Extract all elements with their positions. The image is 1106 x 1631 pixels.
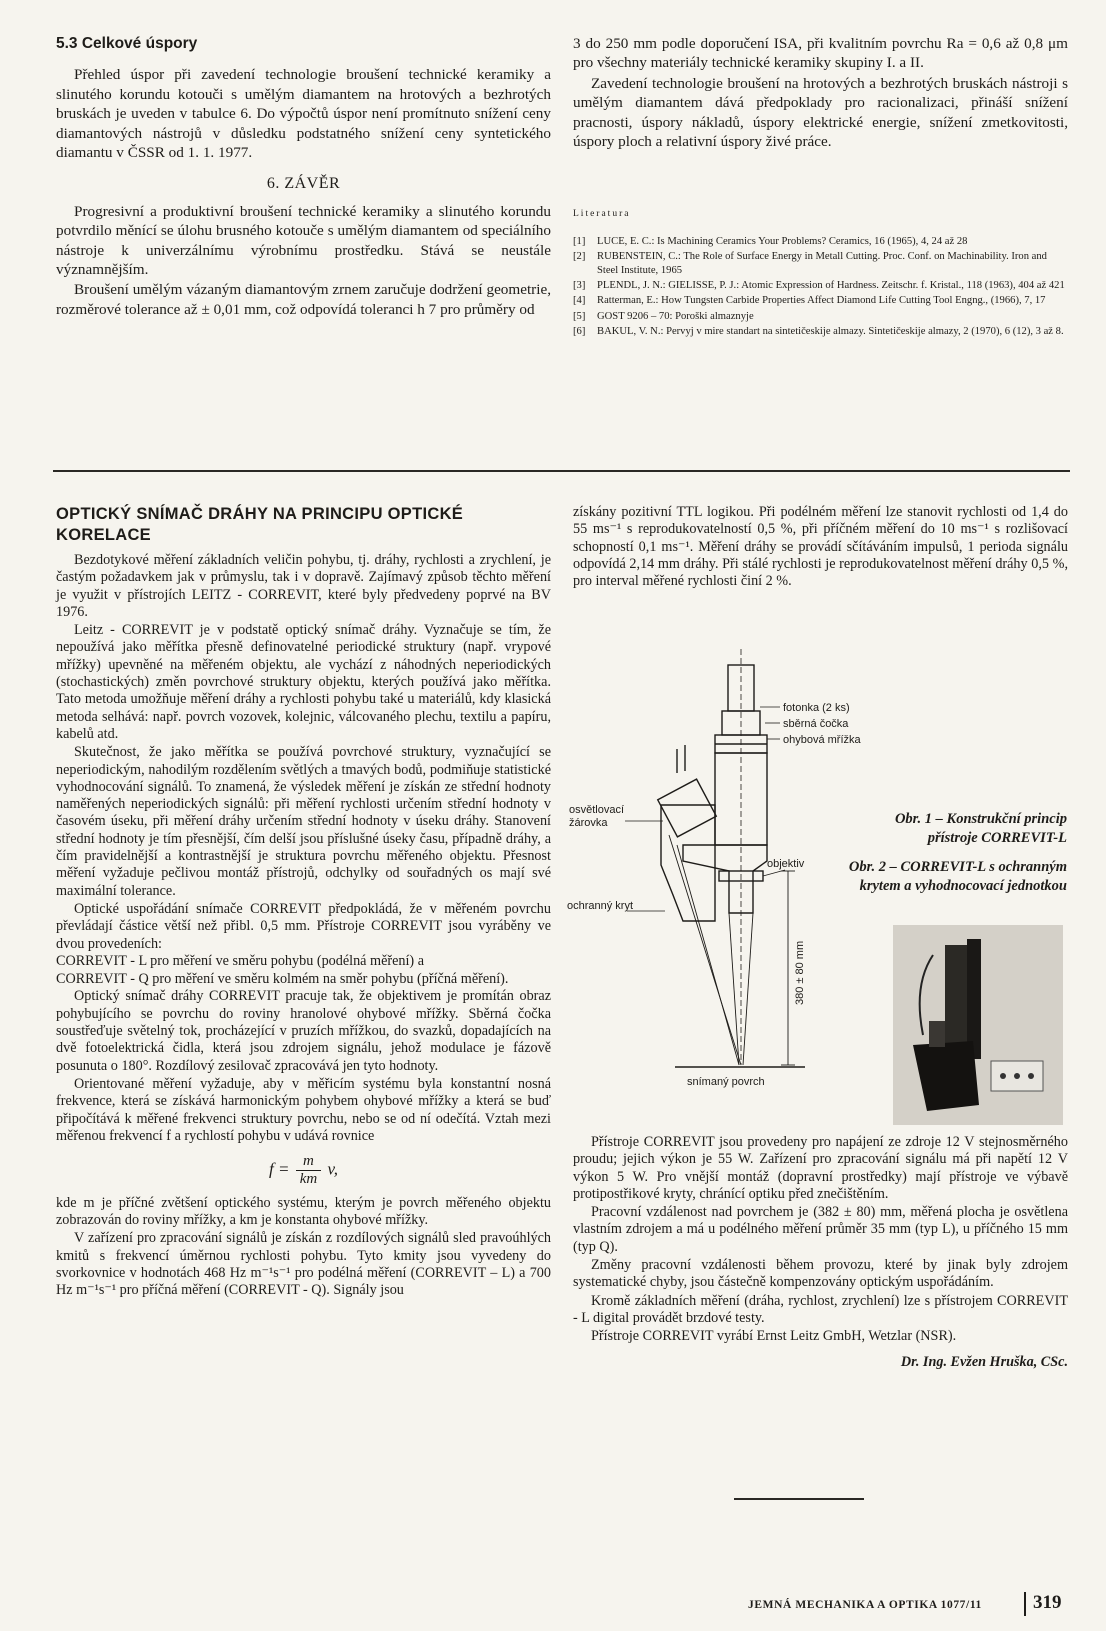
reference-item xyxy=(573,310,1068,323)
reference-number: [4] xyxy=(573,295,586,307)
reference-item xyxy=(573,235,1068,248)
formula-rhs: v, xyxy=(327,1159,338,1179)
surface-paragraph: 3 do 250 mm podle doporučení ISA, při kvalitním povrchu Ra = 0,6 až 0,8 μm pro všechny materiály technické keramiky skupiny I. a II. xyxy=(573,35,1068,72)
section-heading: 5.3 Celkové úspory xyxy=(56,35,198,52)
label-povrch: snímaný povrch xyxy=(687,1076,765,1088)
literature-heading: Literatura xyxy=(573,209,631,220)
conclusion-paragraph-2: Broušení umělým vázaným diamantovým zrnem zaručuje dodržení geometrie, rozměrové tolerance až ± 0,01 mm, což odpovídá toleranci h 7 pro průměry od xyxy=(56,281,551,318)
article-paragraph: Leitz - CORREVIT je v podstatě optický snímač dráhy. Vyznačuje se tím, že nepoužívá jako měřítka přesně definovatelné periodické struktury (např. vrypové mřížky) upevněné na měřeném objektu, ale vychází z náhodných neperiodických (stochastických) změn povrchové struktury objektu, kterých používá jako měřítka. Tato metoda umožňuje měření dráhy a rychlosti pohybu také u materiálů, kdy klasická metoda selhává: např. povrch vozovek, kolejnic, válcovaného plechu, textilu a papíru, kabelů atd. xyxy=(56,622,551,742)
reference-list xyxy=(573,235,1068,339)
figure-caption-1 xyxy=(845,810,1067,848)
label-rozmer: 380 ± 80 mm xyxy=(794,940,806,1005)
reference-item xyxy=(573,325,1068,338)
formula xyxy=(56,1153,551,1189)
article-paragraph: Bezdotykové měření základních veličin pohybu, tj. dráhy, rychlosti a zrychlení, je častým požadavkem jak v průmyslu, tak i v dopravě. Zajímavý způsob těchto měření je využit v přístrojích LEITZ - CORREVIT, které byly předvedeny poprvé na BV 1976. xyxy=(56,552,551,620)
figure-caption-1-text: Obr. 1 – Konstrukční princip přístroje CORREVIT-L xyxy=(894,811,1067,846)
end-rule xyxy=(734,1498,864,1500)
reference-item xyxy=(573,250,1068,277)
article-left-column xyxy=(56,504,551,1299)
article-paragraph: Optický snímač dráhy CORREVIT pracuje tak, že objektivem je promítán obraz pohybujícího se povrchu do roviny hranolové ohybové mřížky. Sběrná čočka soustřeďuje světelný tok, procházející v pruzích mřížkou, do svazků, dopadajících na dvě fotoelektrická čidla, která jsou zdrojem signálu, jehož modulace je fázově posunuta o 180°. Rozdílový zesilovač zpracovává jen tyto hodnoty. xyxy=(56,988,551,1074)
reference-text: BAKUL, V. N.: Pervyj v mire standart na sintetičeskije almazy. Sintetičeskije almazy, 2 (1970), 6 (12), 3 až 8. xyxy=(597,326,1064,338)
formula-numerator: m xyxy=(296,1153,322,1171)
label-objektiv: objektiv xyxy=(767,858,805,870)
article-paragraph: Kromě základních měření (dráha, rychlost, zrychlení) lze s přístrojem CORREVIT - L digital provádět brzdové testy. xyxy=(573,1292,1068,1326)
article-paragraph: Změny pracovní vzdálenosti během provozu, které by jinak byly zdrojem systematické chyby, jsou částečně kompenzovány optickým uspořádáním. xyxy=(573,1257,1068,1291)
reference-text: Ratterman, E.: How Tungsten Carbide Properties Affect Diamond Life Cutting Tool Engng., (1966), 7, 17 xyxy=(597,295,1046,307)
top-left-column xyxy=(56,34,551,319)
article-paragraph: Optické uspořádání snímače CORREVIT předpokládá, že v měřeném povrchu převládají částice větší než přibl. 0,5 mm. Přístroje CORREVIT jsou vyráběny ve dvou provedeních: xyxy=(56,900,551,952)
figure-caption-2-text: Obr. 2 – CORREVIT-L s ochranným krytem a vyhodnocovací jednotkou xyxy=(848,859,1067,894)
conclusion-heading: 6. ZÁVĚR xyxy=(266,175,341,193)
label-sberna: sběrná čočka xyxy=(783,718,849,730)
reference-text: PLENDL, J. N.: GIELISSE, P. J.: Atomic Expression of Hardness. Zeitschr. f. Kristal., 118 (1963), 404 až 421 xyxy=(597,280,1065,292)
reference-text: LUCE, E. C.: Is Machining Ceramics Your Problems? Ceramics, 16 (1965), 4, 24 až 28 xyxy=(597,235,968,247)
summary-paragraph: Zavedení technologie broušení na hrotových a bezhrotých bruskách nástroji s umělým diamantem dává předpoklady pro racionalizaci, přináší snížení pracnosti, úspory nákladů, úspory elektrické energie, snížení zmetkovitosti, úspory ploch a relativní úspory živé práce. xyxy=(573,74,1068,151)
correvit-photo-image xyxy=(893,925,1063,1125)
top-right-column xyxy=(573,34,1068,341)
reference-item xyxy=(573,294,1068,307)
reference-number: [6] xyxy=(573,326,586,338)
label-osvetlovaci: osvětlovací xyxy=(569,804,625,816)
label-kryt: ochranný kryt xyxy=(567,900,634,912)
label-zarovka: žárovka xyxy=(569,817,608,829)
article-paragraph: Přístroje CORREVIT jsou provedeny pro napájení ze zdroje 12 V stejnosměrného proudu; jejich výkon je 55 W. Zařízení pro zpracování signálu má při napětí 12 V výkon 5 W. Pro vnější montáž (dopravní prostředky) mají přístroje ve výbavě protipostřikové kryty, chránící optiku před znečištěním. xyxy=(573,1134,1068,1202)
article-title: OPTICKÝ SNÍMAČ DRÁHY NA PRINCIPU OPTICKÉ KORELACE xyxy=(56,505,464,544)
correvit-photo xyxy=(893,925,1063,1125)
formula-denominator: km xyxy=(299,1171,318,1188)
formula-fraction xyxy=(296,1153,322,1189)
article-paragraph: Pracovní vzdálenost nad povrchem je (382 ± 80) mm, měřená plocha je osvětlena vlastním zdrojem a má u podélného měření průměr 35 mm (typ L), u příčného 15 mm (typ Q). xyxy=(573,1204,1068,1255)
section-divider xyxy=(53,470,1070,472)
reference-text: RUBENSTEIN, C.: The Role of Surface Energy in Metall Cutting. Proc. Conf. on Machinability. Iron and Steel Institute, 1965 xyxy=(597,251,1047,276)
article-paragraph: Skutečnost, že jako měřítka se používá povrchové struktury, vyznačující se neperiodickým, nahodilým rozdělením světlých a tmavých bodů, podmiňuje statistické vyhodnocování signálů. To znamená, že výsledek měření je získán ze střední hodnoty naměřených neperiodických signálů: při měření rychlosti určením střední hodnoty v časovém úseku, při měření dráhy určením střední hodnoty v úseku dráhy. Stanovení střední hodnoty je tím přesnější, čím delší jsou příslušné úseky času, případně dráhy, a čím pravidelnější a kontrastnější je struktura povrchu měřeného objektu. Přesnost měření vyžaduje pečlivou montáž přístrojů, odchylky od souřadných os mají své maximální tolerance. xyxy=(56,744,551,899)
reference-number: [1] xyxy=(573,235,586,247)
savings-paragraph: Přehled úspor při zavedení technologie broušení technické keramiky a slinutého korundu kotouči s umělým diamantem na hrotových a bezhrotých bruskách je uveden v tabulce 6. Do výpočtů úspor není promítnuto snížení ceny diamantových nástrojů v důsledku podstatného snížení ceny syntetického diamantu v ČSSR od 1. 1. 1977. xyxy=(56,66,551,162)
article-paragraph: Orientované měření vyžaduje, aby v měřicím systému byla konstantní nosná frekvence, která se získává harmonickým pohybem ohybové mřížky a která se buď připočítává k měřené frekvenci struktury povrchu, nebo se od ní odečítá. Vztah mezi měřenou frekvencí f a rychlostí pohybu v udává rovnice xyxy=(56,1075,551,1144)
reference-text: GOST 9206 – 70: Poroški almaznyje xyxy=(597,310,754,322)
variant-l: CORREVIT - L pro měření ve směru pohybu (podélná měření) a xyxy=(56,952,424,969)
journal-footer: JEMNÁ MECHANIKA A OPTIKA 1077/11 xyxy=(748,1599,982,1611)
figure-caption-2 xyxy=(845,858,1067,896)
footer-separator xyxy=(1024,1592,1026,1616)
article-paragraph: kde m je příčné zvětšení optického systému, kterým je povrch měřeného objektu zobrazován do roviny mřížky, a km je konstanta ohybové mřížky. xyxy=(56,1194,551,1228)
reference-number: [5] xyxy=(573,310,586,322)
label-fotonka: fotonka (2 ks) xyxy=(783,702,850,714)
label-ohybova: ohybová mřížka xyxy=(783,734,861,746)
article-paragraph: Přístroje CORREVIT vyrábí Ernst Leitz GmbH, Wetzlar (NSR). xyxy=(591,1328,957,1345)
author-signature: Dr. Ing. Evžen Hruška, CSc. xyxy=(900,1353,1068,1370)
reference-number: [3] xyxy=(573,280,586,292)
article-right-bottom xyxy=(573,1134,1068,1371)
page-number: 319 xyxy=(1033,1592,1062,1613)
formula-lhs: f = xyxy=(269,1159,290,1179)
reference-item xyxy=(573,279,1068,292)
conclusion-paragraph-1: Progresivní a produktivní broušení technické keramiky a slinutého korundu potvrdilo měnící se úlohu brusného kotouče s umělým diamantem od speciálního nástroje k univerzálnímu výrobnímu prostředku. Stává se neustále významnějším. xyxy=(56,202,551,279)
ttl-paragraph: získány pozitivní TTL logikou. Při podélném měření lze stanovit rychlosti od 1,4 do 55 ms⁻¹ s reprodukovatelností 0,5 %, při příčném měření do 10 ms⁻¹ s rozlišovací schopností 0,1 ms⁻¹. Měření dráhy se provádí sčítáváním impulsů, 1 perioda signálu odpovídá 2,14 mm dráhy. Při stálé rychlosti je reprodukovatelnost měření dráhy 0,5 %, pro interval měřené rychlosti činí 2 %. xyxy=(573,504,1068,590)
article-right-top xyxy=(573,504,1068,590)
variant-q: CORREVIT - Q pro měření ve směru kolmém na směr pohybu (příčná měření). xyxy=(56,971,509,988)
article-paragraph: V zařízení pro zpracování signálů je získán z rozdílových signálů sled pravoúhlých kmitů s frekvencí úměrnou rychlosti pohybu. Tyto kmity jsou vyvedeny do svorkovnice v hodnotách 468 Hz m⁻¹s⁻¹ pro podélná měření (CORREVIT – L) a 700 Hz m⁻¹s⁻¹ pro příčná měření (CORREVIT - Q). Signály jsou xyxy=(56,1230,551,1299)
reference-number: [2] xyxy=(573,251,586,263)
